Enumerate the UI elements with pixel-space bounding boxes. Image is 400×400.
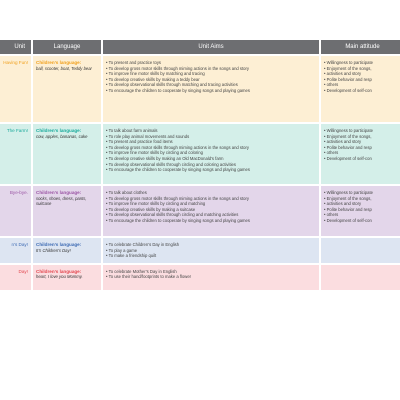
attitude-item: • Development of self-con xyxy=(324,156,400,162)
language-column-header: Language xyxy=(33,40,101,54)
aim-item: • To encourage the children to cooperate by singing songs and playing games xyxy=(106,218,316,224)
attitude-item: • Development of self-con xyxy=(324,218,400,224)
aim-item: • To talk about clothes xyxy=(106,190,316,196)
attitude-item: • others xyxy=(324,82,400,88)
attitude-item: • others xyxy=(324,212,400,218)
attitude-item: • Enjoyment of the songs, xyxy=(324,134,400,140)
language-title: Children’s language: xyxy=(36,242,82,247)
aim-item: • To role play animal movements and sounds xyxy=(106,134,316,140)
language-cell xyxy=(33,265,101,290)
aim-item: • To develop gross motor skills through miming actions in the songs and story xyxy=(106,196,316,202)
language-words: heart, I love you Mommy. xyxy=(36,274,83,280)
aim-item: • To make a friendship quilt xyxy=(106,253,316,259)
attitude-item: • Willingness to participate xyxy=(324,60,400,66)
attitude-list xyxy=(324,190,400,224)
attitude-item: • Polite behavior and resp xyxy=(324,145,400,151)
attitude-column-header: Main attitude xyxy=(321,40,400,54)
header-row xyxy=(0,40,400,54)
attitude-item: • Enjoyment of the songs, xyxy=(324,66,400,72)
attitude-item: • Enjoyment of the songs, xyxy=(324,196,400,202)
aims-cell xyxy=(103,186,319,236)
aims-list xyxy=(106,242,316,259)
attitude-cell xyxy=(321,124,400,184)
curriculum-table xyxy=(0,38,400,292)
attitude-cell xyxy=(321,238,400,263)
aims-list xyxy=(106,190,316,224)
language-cell xyxy=(33,56,101,122)
table-row xyxy=(0,238,400,263)
unit-name: n’s Day! xyxy=(0,238,31,263)
attitude-item: • Willingness to participate xyxy=(324,190,400,196)
aim-item: • To present and practice toys xyxy=(106,60,316,66)
aim-item: • To celebrate Children’s Day in English xyxy=(106,242,316,248)
language-words: ball, scooter, boat, Teddy bear xyxy=(36,65,92,71)
table-row xyxy=(0,186,400,236)
attitude-cell xyxy=(321,186,400,236)
language-cell xyxy=(33,186,101,236)
table-row xyxy=(0,265,400,290)
attitude-item: • activities and story xyxy=(324,201,400,207)
unit-name: The Farm! xyxy=(0,124,31,184)
aim-item: • To develop creative skills by making a suitcase xyxy=(106,207,316,213)
attitude-cell xyxy=(321,265,400,290)
attitude-item: • Development of self-con xyxy=(324,88,400,94)
language-cell xyxy=(33,124,101,184)
aim-item: • To encourage the children to cooperate by singing songs and playing games xyxy=(106,88,316,94)
aim-item: • To develop gross motor skills through miming actions in the songs and story xyxy=(106,66,316,72)
attitude-item: • Polite behavior and resp xyxy=(324,77,400,83)
language-words: cow, apples, bananas, cake xyxy=(36,133,88,139)
attitude-item: • Willingness to participate xyxy=(324,128,400,134)
aims-list xyxy=(106,128,316,173)
attitude-list xyxy=(324,60,400,94)
aims-list xyxy=(106,269,316,280)
aim-item: • To talk about farm animals xyxy=(106,128,316,134)
aim-item: • To celebrate Mother’s Day in English xyxy=(106,269,316,275)
aim-item: • To use their hand/footprints to make a flower xyxy=(106,274,316,280)
language-words: It’s Children’s Day! xyxy=(36,247,71,253)
attitude-item: • activities and story xyxy=(324,139,400,145)
aim-item: • To improve fine motor skills by circling and coloring xyxy=(106,150,316,156)
aim-item: • To improve fine motor skills by circling and matching xyxy=(106,201,316,207)
aim-item: • To encourage the children to cooperate by singing songs and playing games xyxy=(106,167,316,173)
language-title: Children’s language: xyxy=(36,268,82,274)
unit-column-header: Unit xyxy=(0,40,31,54)
aims-cell xyxy=(103,56,319,122)
language-words: socks, shoes, dress, pants, suitcase xyxy=(36,195,87,207)
aim-item: • To present and practice food items xyxy=(106,139,316,145)
unit-name: Day! xyxy=(0,265,31,290)
aim-item: • To develop observational skills through matching and tracing activities xyxy=(106,82,316,88)
aims-cell xyxy=(103,124,319,184)
aim-item: • To improve fine motor skills by matching and tracing xyxy=(106,71,316,77)
language-title: Children’s language: xyxy=(36,190,82,195)
attitude-list xyxy=(324,128,400,162)
language-cell xyxy=(33,238,101,263)
aim-item: • To develop gross motor skills through miming actions in the songs and story xyxy=(106,145,316,151)
aim-item: • To play a game xyxy=(106,248,316,254)
unit-name: Having Fun! xyxy=(0,56,31,122)
table-row xyxy=(0,56,400,122)
aim-item: • To develop observational skills through circling and coloring activities xyxy=(106,162,316,168)
language-title: Children’s language: xyxy=(36,60,82,65)
unit-name: Bye-bye. xyxy=(0,186,31,236)
attitude-cell xyxy=(321,56,400,122)
language-title: Children’s language: xyxy=(36,128,82,133)
table-row xyxy=(0,124,400,184)
aims-column-header: Unit Aims xyxy=(103,40,319,54)
aim-item: • To develop creative skills by making a teddy bear xyxy=(106,77,316,83)
aim-item: • To develop observational skills through circling and matching activities xyxy=(106,212,316,218)
aim-item: • To develop creative skills by making an Old MacDonald’s farm xyxy=(106,156,316,162)
aims-cell xyxy=(103,238,319,263)
attitude-item: • activities and story xyxy=(324,71,400,77)
aims-list xyxy=(106,60,316,94)
aims-cell xyxy=(103,265,319,290)
attitude-item: • Polite behavior and resp xyxy=(324,207,400,213)
attitude-item: • others xyxy=(324,150,400,156)
